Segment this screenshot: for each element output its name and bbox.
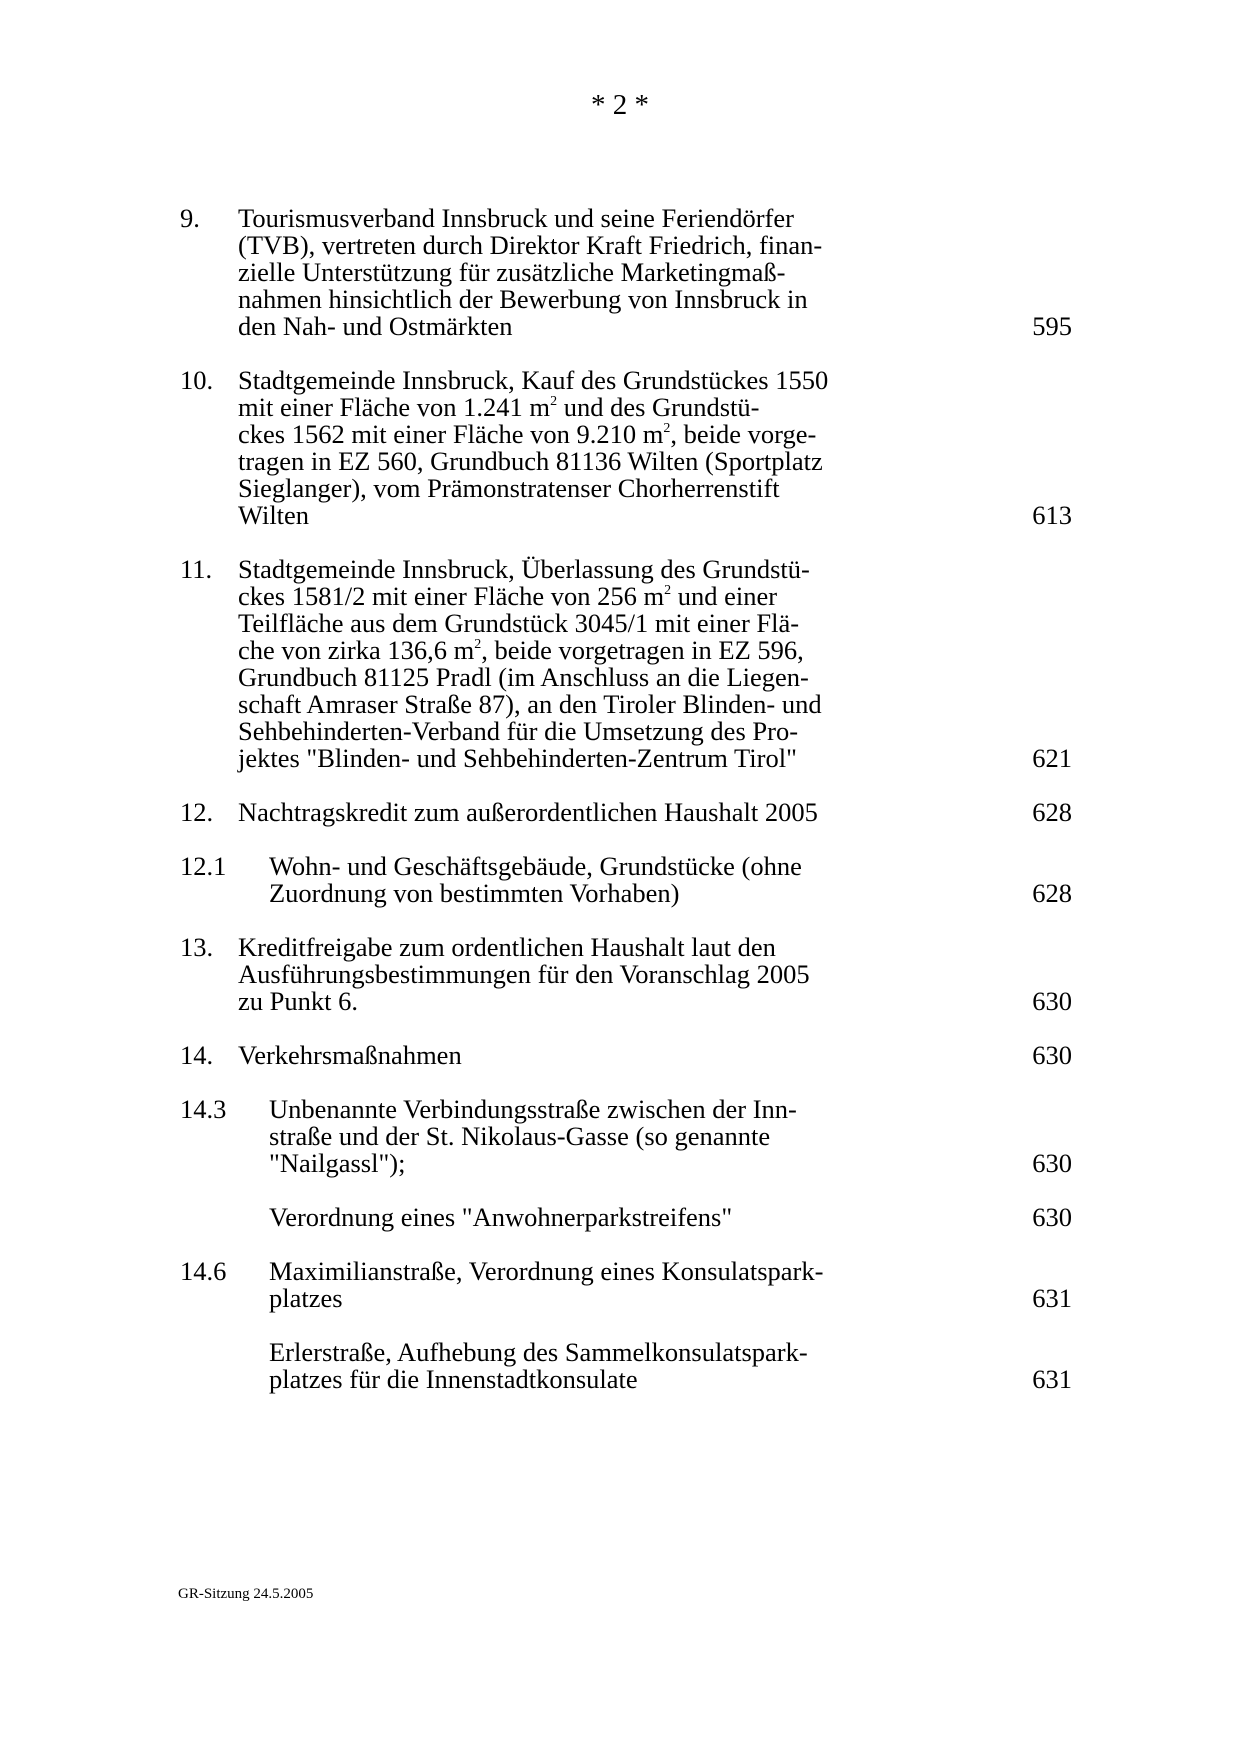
text-line: ckes 1562 mit einer Fläche von 9.210 $m^2$, beide vorge- [238, 419, 817, 449]
item-text [269, 1339, 898, 1393]
agenda-list [180, 205, 1072, 1420]
text-line: "Nailgassl"); [269, 1148, 406, 1178]
item-text [238, 934, 898, 1015]
page-number: 628 [1032, 878, 1072, 908]
agenda-item-14 [180, 1042, 1072, 1069]
agenda-item-14-3 [180, 1096, 1072, 1177]
text-line: Stadtgemeinde Innsbruck, Kauf des Grundstückes 1550 [238, 365, 829, 395]
item-number: 14.3 [180, 1094, 227, 1124]
page-footer: GR-Sitzung 24.5.2005 [178, 1586, 314, 1602]
page-number: 630 [1032, 1148, 1072, 1178]
item-text [269, 1096, 898, 1177]
text-line: platzes [269, 1283, 343, 1313]
item-number: 10. [180, 365, 214, 395]
agenda-item-14-6-continued [180, 1339, 1072, 1393]
item-text [238, 205, 898, 340]
page-header: * 2 * [591, 89, 649, 121]
agenda-item-13 [180, 934, 1072, 1015]
page-number: 631 [1032, 1283, 1072, 1313]
item-number: 14. [180, 1040, 214, 1070]
text-line: Erlerstraße, Aufhebung des Sammelkonsulatspark- [269, 1337, 808, 1367]
text-line: Teilfläche aus dem Grundstück 3045/1 mit einer Flä- [238, 608, 800, 638]
agenda-item-14-6 [180, 1258, 1072, 1312]
page-number: 595 [1032, 311, 1072, 341]
superscript: 2 [664, 583, 672, 598]
page-number: 630 [1032, 986, 1072, 1016]
text-line: che von zirka 136,6 $m^2$, beide vorgetragen in EZ 596, [238, 635, 804, 665]
text-line: schaft Amraser Straße 87), an den Tiroler Blinden- und [238, 689, 822, 719]
text-line: mit einer Fläche von 1.241 $m^2$ und des Grundstü- [238, 392, 760, 422]
text-line: (TVB), vertreten durch Direktor Kraft Friedrich, finan- [238, 230, 823, 260]
text-line: Wohn- und Geschäftsgebäude, Grundstücke (ohne [269, 851, 802, 881]
agenda-item-14-3-continued [180, 1204, 1072, 1231]
text-line: Sieglanger), vom Prämonstratenser Chorherrenstift [238, 473, 780, 503]
text-line: nahmen hinsichtlich der Bewerbung von Innsbruck in [238, 284, 808, 314]
agenda-item-12-1 [180, 853, 1072, 907]
item-text [269, 853, 898, 907]
item-number: 14.6 [180, 1256, 227, 1286]
item-text [238, 1042, 898, 1069]
text-line: zu Punkt 6. [238, 986, 358, 1016]
item-number: 13. [180, 932, 214, 962]
text-line: Tourismusverband Innsbruck und seine Feriendörfer [238, 203, 794, 233]
item-number: 12. [180, 797, 214, 827]
text-line: Nachtragskredit zum außerordentlichen Haushalt 2005 [238, 797, 818, 827]
item-number: 9. [180, 203, 200, 233]
superscript: 2 [474, 637, 482, 652]
text-line: Sehbehinderten-Verband für die Umsetzung des Pro- [238, 716, 799, 746]
text-line: Maximilianstraße, Verordnung eines Konsulatspark- [269, 1256, 824, 1286]
superscript: 2 [663, 421, 671, 436]
page-number: 628 [1032, 797, 1072, 827]
item-text [238, 367, 898, 529]
agenda-item-12 [180, 799, 1072, 826]
text-line: Stadtgemeinde Innsbruck, Überlassung des Grundstü- [238, 554, 810, 584]
agenda-item-11 [180, 556, 1072, 772]
text-line: jektes "Blinden- und Sehbehinderten-Zentrum Tirol" [238, 743, 797, 773]
text-line: Wilten [238, 500, 310, 530]
text-line: Zuordnung von bestimmten Vorhaben) [269, 878, 680, 908]
page-number: 613 [1032, 500, 1072, 530]
page-number: 630 [1032, 1202, 1072, 1232]
text-line: Grundbuch 81125 Pradl (im Anschluss an die Liegen- [238, 662, 809, 692]
agenda-item-9 [180, 205, 1072, 340]
page-number: 631 [1032, 1364, 1072, 1394]
item-text [238, 556, 898, 772]
text-line: Unbenannte Verbindungsstraße zwischen der Inn- [269, 1094, 797, 1124]
item-text [238, 799, 898, 826]
text-line: Ausführungsbestimmungen für den Voranschlag 2005 [238, 959, 810, 989]
text-line: zielle Unterstützung für zusätzliche Marketingmaß- [238, 257, 786, 287]
item-text [269, 1204, 898, 1231]
page-number: 621 [1032, 743, 1072, 773]
text-line: den Nah- und Ostmärkten [238, 311, 513, 341]
text-line: Verordnung eines "Anwohnerparkstreifens" [269, 1202, 733, 1232]
item-number: 11. [180, 554, 213, 584]
text-line: straße und der St. Nikolaus-Gasse (so genannte [269, 1121, 771, 1151]
text-line: Verkehrsmaßnahmen [238, 1040, 462, 1070]
text-line: Kreditfreigabe zum ordentlichen Haushalt laut den [238, 932, 776, 962]
agenda-item-10 [180, 367, 1072, 529]
text-line: tragen in EZ 560, Grundbuch 81136 Wilten (Sportplatz [238, 446, 823, 476]
superscript: 2 [550, 394, 558, 409]
page-number: 630 [1032, 1040, 1072, 1070]
item-number: 12.1 [180, 851, 227, 881]
item-text [269, 1258, 898, 1312]
text-line: ckes 1581/2 mit einer Fläche von 256 $m^2$ und einer [238, 581, 778, 611]
text-line: platzes für die Innenstadtkonsulate [269, 1364, 638, 1394]
